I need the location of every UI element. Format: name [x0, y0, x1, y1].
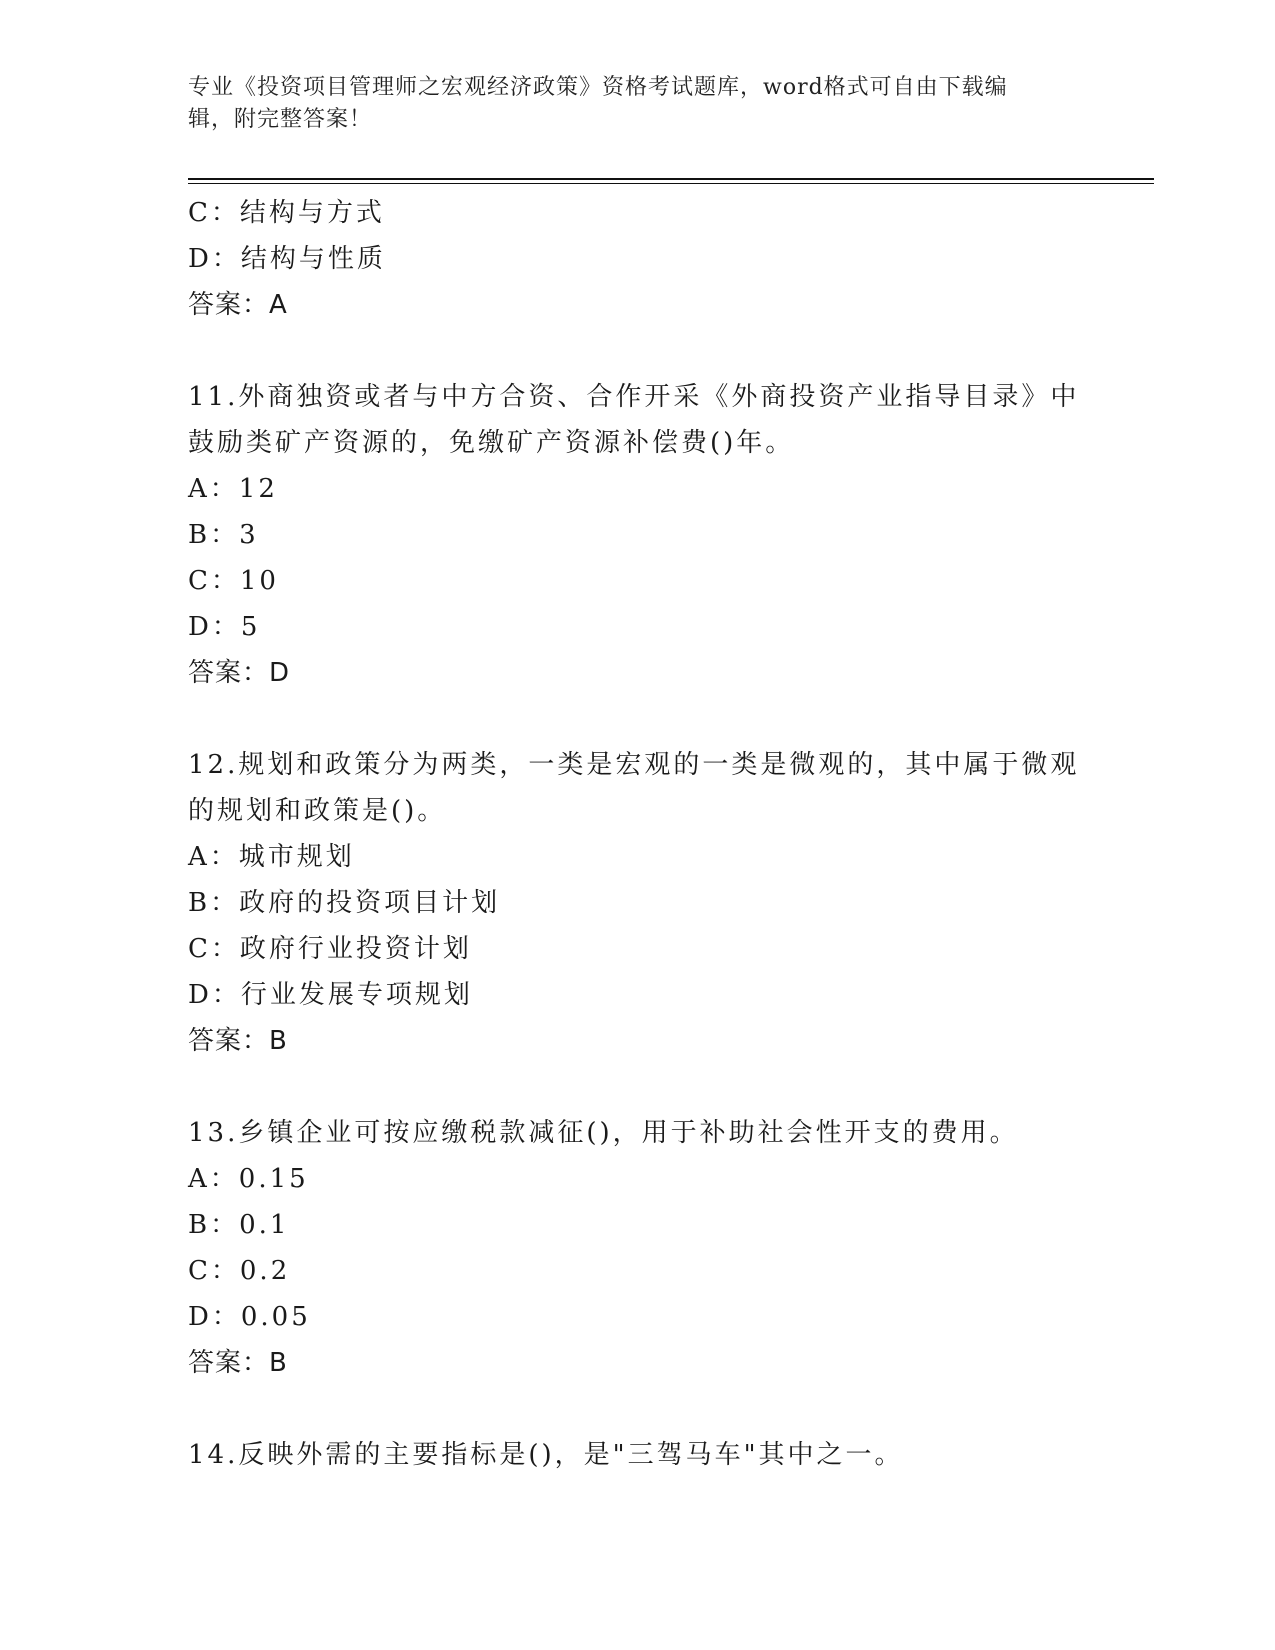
spacer [188, 696, 1088, 742]
option-c: C：0.2 [188, 1256, 291, 1286]
option-b: B：0.1 [188, 1210, 290, 1240]
header-line-1: 专业《投资项目管理师之宏观经济政策》资格考试题库，word格式可自由下载编 [188, 75, 1008, 100]
question-stem: 12.规划和政策分为两类，一类是宏观的一类是微观的，其中属于微观 [188, 750, 1080, 780]
option-b: B：3 [188, 520, 259, 550]
question-14 [188, 1432, 1088, 1478]
question-12 [188, 742, 1088, 1064]
question-stem-continued: 的规划和政策是()。 [188, 796, 447, 826]
option-c: C：政府行业投资计划 [188, 934, 472, 964]
option-b: B：政府的投资项目计划 [188, 888, 501, 918]
document-header [188, 72, 1068, 136]
option-d: D：行业发展专项规划 [188, 980, 473, 1010]
answer-line: 答案：A [188, 290, 288, 320]
header-divider-thick [188, 178, 1154, 180]
option-d: D：5 [188, 612, 261, 642]
option-d: D：0.05 [188, 1302, 311, 1332]
question-stem-continued: 鼓励类矿产资源的，免缴矿产资源补偿费()年。 [188, 428, 795, 458]
question-13 [188, 1110, 1088, 1386]
previous-question-tail [188, 190, 1088, 328]
option-c: C：10 [188, 566, 279, 596]
option-a: A：12 [188, 474, 278, 504]
answer-line: 答案：B [188, 1026, 288, 1056]
question-stem: 11.外商独资或者与中方合资、合作开采《外商投资产业指导目录》中 [188, 382, 1080, 412]
spacer [188, 1064, 1088, 1110]
question-11 [188, 374, 1088, 696]
question-stem: 13.乡镇企业可按应缴税款减征()，用于补助社会性开支的费用。 [188, 1118, 1019, 1148]
answer-line: 答案：D [188, 658, 291, 688]
spacer [188, 328, 1088, 374]
option-a: A：城市规划 [188, 842, 355, 872]
answer-line: 答案：B [188, 1348, 288, 1378]
question-content [188, 190, 1088, 1478]
spacer [188, 1386, 1088, 1432]
header-line-2: 辑，附完整答案！ [188, 107, 373, 132]
option-d: D：结构与性质 [188, 244, 386, 274]
header-divider-thin [188, 183, 1154, 184]
option-a: A：0.15 [188, 1164, 309, 1194]
question-stem: 14.反映外需的主要指标是()，是"三驾马车"其中之一。 [188, 1440, 904, 1470]
option-c: C：结构与方式 [188, 198, 385, 228]
